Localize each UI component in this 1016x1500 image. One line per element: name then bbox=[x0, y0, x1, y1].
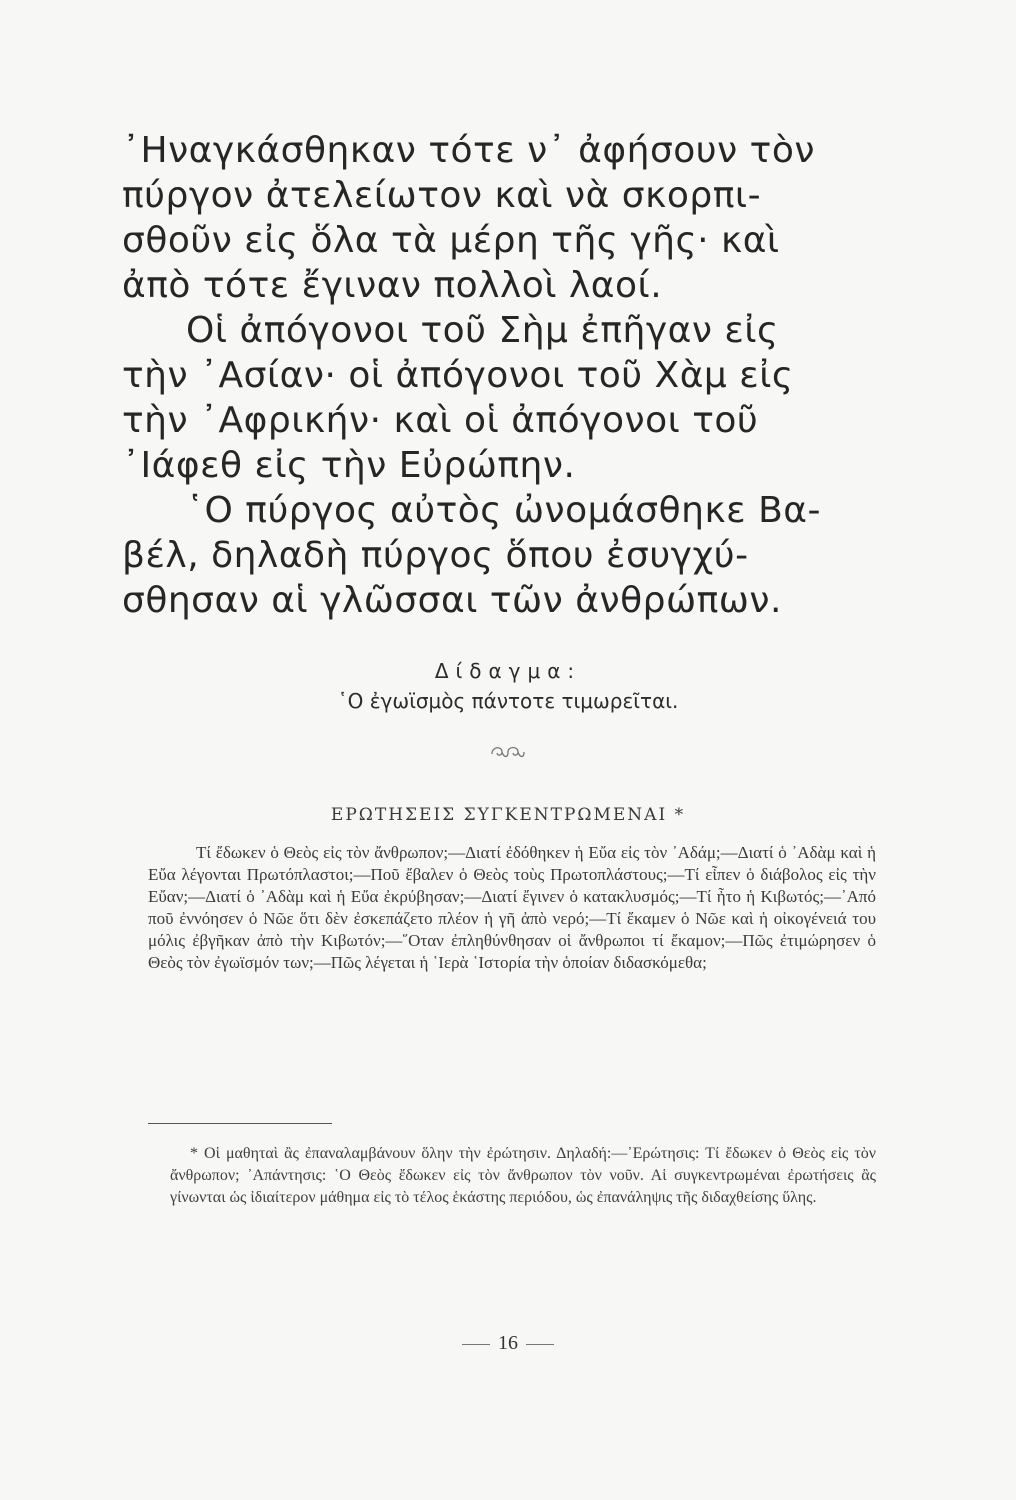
main-line: τὴν ᾿Ασίαν· οἱ ἀπόγονοι τοῦ Χὰμ εἰς bbox=[122, 355, 794, 396]
page-number bbox=[0, 1332, 1016, 1355]
main-line: ᾿Ηναγκάσθηκαν τότε ν᾿ ἀφήσουν τὸν bbox=[122, 130, 815, 171]
didagma-text: ῾Ο ἐγωϊσμὸς πάντοτε τιμωρεῖται. bbox=[337, 689, 679, 713]
didagma bbox=[0, 656, 1016, 716]
questions-text: Τί ἔδωκεν ὁ Θεὸς εἰς τὸν ἄνθρωπον;—Διατί ἐδόθηκεν ἡ Εὔα εἰς τὸν ᾿Αδάμ;—Διατί ὁ ᾿Αδὰμ καὶ ἡ Εὔα λέγονται Πρωτόπλαστοι;—Ποῦ ἔβαλεν ὁ Θεὸς τοὺς Πρωτοπλάστους;—Τί εἶπεν ὁ διάβολος εἰς τὴν Εὔαν;—Διατί ὁ ᾿Αδὰμ καὶ ἡ Εὔα ἐκρύβησαν;—Διατί ἔγινεν ὁ κατακλυσμός;—Τί ἦτο ἡ Κιβωτός;—᾿Από ποῦ ἐννόησεν ὁ Νῶε ὅτι δὲν ἐσκεπάζετο πλέον ἡ γῆ ἀπὸ νερό;—Τί ἔκαμεν ὁ Νῶε καὶ ἡ οἰκογένειά του μόλις ἐβγῆκαν ἀπὸ τὴν Κιβωτόν;—῞Οταν ἐπληθύνθησαν οἱ ἄνθρωποι τί ἔκαμον;—Πῶς ἐτιμώρησεν ὁ Θεὸς τὸν ἐγωϊσμόν των;—Πῶς λέγεται ἡ ῾Ιερὰ ῾Ιστορία τὴν ὁποίαν διδασκόμεθα; bbox=[148, 843, 876, 972]
divider bbox=[526, 1344, 554, 1345]
main-line: ῾Ο πύργος αὐτὸς ὠνομάσθηκε Βα- bbox=[186, 490, 821, 531]
main-line: βέλ, δηλαδὴ πύργος ὅπου ἐσυγχύ- bbox=[122, 535, 749, 576]
main-line: Οἱ ἀπόγονοι τοῦ Σὴμ ἐπῆγαν εἰς bbox=[186, 310, 779, 351]
didagma-label: Δίδαγμα: bbox=[434, 659, 582, 683]
page-number-text: 16 bbox=[498, 1332, 518, 1354]
main-line: τὴν ᾿Αφρικήν· καὶ οἱ ἀπόγονοι τοῦ bbox=[122, 400, 759, 441]
main-line: σθοῦν εἰς ὅλα τὰ μέρη τῆς γῆς· καὶ bbox=[122, 220, 780, 261]
footnote-rule bbox=[148, 1123, 332, 1124]
main-line: ᾿Ιάφεθ εἰς τὴν Εὐρώπην. bbox=[122, 445, 576, 486]
main-line: σθησαν αἱ γλῶσσαι τῶν ἀνθρώπων. bbox=[122, 580, 782, 621]
double-scroll-ornament-icon bbox=[488, 742, 528, 762]
main-line: ἀπὸ τότε ἔγιναν πολλοὶ λαοί. bbox=[122, 265, 663, 306]
main-line: πύργον ἀτελείωτον καὶ νὰ σκορπι- bbox=[122, 175, 762, 216]
footnote: * Οἱ μαθηταὶ ἂς ἐπαναλαμβάνουν ὅλην τὴν ἐρώτησιν. Δηλαδή:—᾿Ερώτησις: Τί ἔδωκεν ὁ Θεὸς εἰς τὸν ἄνθρωπον; ᾿Απάντησις: ῾Ο Θεὸς ἔδωκεν εἰς τὸν ἄνθρωπον τὸν νοῦν. Αἱ συγκεντρωμέναι ἐρωτήσεις ἂς γίνωνται ὡς ἰδιαίτερον μάθημα εἰς τὸ τέλος ἑκάστης περιόδου, ὡς ἐπανάληψις τῆς διδαχθείσης ὕλης. bbox=[170, 1145, 876, 1206]
questions-title: ΕΡΩΤΗΣΕΙΣ ΣΥΓΚΕΝΤΡΩΜΕΝΑΙ * bbox=[330, 805, 686, 825]
main-text bbox=[122, 128, 882, 623]
divider bbox=[462, 1344, 490, 1345]
